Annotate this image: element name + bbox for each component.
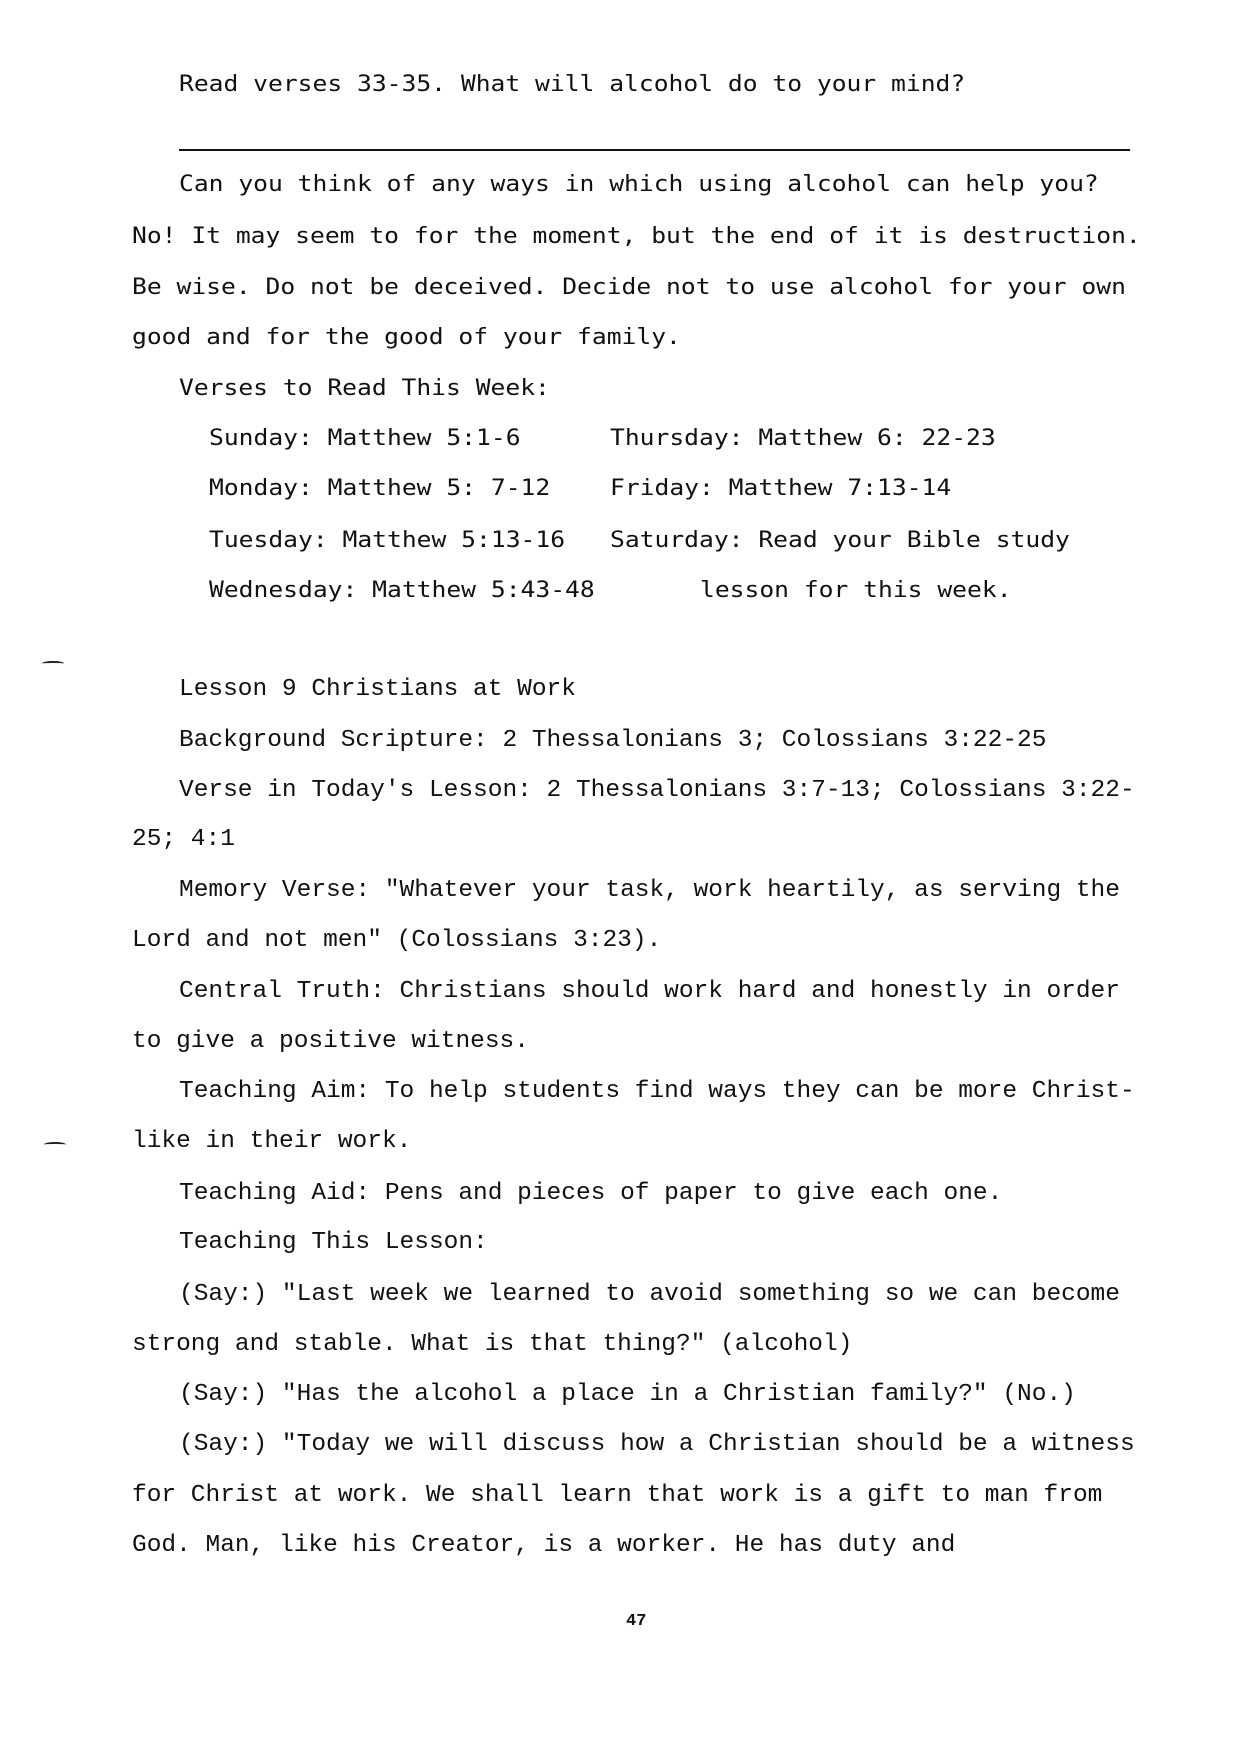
lesson-line: God. Man, like his Creator, is a worker. He has duty and — [132, 1532, 956, 1559]
lesson-line: like in their work. — [132, 1128, 412, 1155]
scan-mark — [44, 1142, 66, 1147]
paragraph-line: Can you think of any ways in which using alcohol can help you? — [179, 172, 1099, 197]
lesson-line: Verse in Today's Lesson: 2 Thessalonians 3:7-13; Colossians 3:22- — [179, 777, 1135, 804]
paragraph-line: Be wise. Do not be deceived. Decide not to use alcohol for your own — [132, 275, 1126, 300]
lesson-line: strong and stable. What is that thing?" (alcohol) — [132, 1331, 853, 1358]
verse-day: Monday: Matthew 5: 7-12 — [209, 476, 551, 501]
verse-day: Saturday: Read your Bible study — [610, 528, 1070, 553]
lesson-line: for Christ at work. We shall learn that work is a gift to man from — [132, 1482, 1103, 1509]
lesson-line: Teaching This Lesson: — [179, 1229, 488, 1256]
scan-mark — [42, 661, 64, 666]
lesson-line: (Say:) "Has the alcohol a place in a Christian family?" (No.) — [179, 1381, 1076, 1408]
lesson-line: to give a positive witness. — [132, 1028, 529, 1055]
paragraph-line: No! It may seem to for the moment, but the end of it is destruction. — [132, 224, 1141, 249]
answer-blank-line — [179, 149, 1130, 151]
lesson-line: 25; 4:1 — [132, 826, 235, 853]
lesson-line: (Say:) "Last week we learned to avoid something so we can become — [179, 1281, 1120, 1308]
lesson-line: Lesson 9 Christians at Work — [179, 676, 576, 703]
verse-day: Wednesday: Matthew 5:43-48 — [209, 578, 595, 603]
paragraph-line: good and for the good of your family. — [132, 325, 681, 350]
lesson-line: Lord and not men" (Colossians 3:23). — [132, 927, 662, 954]
lesson-line: Memory Verse: "Whatever your task, work heartily, as serving the — [179, 877, 1120, 904]
lesson-line: Teaching Aim: To help students find ways they can be more Christ- — [179, 1078, 1135, 1105]
verses-heading: Verses to Read This Week: — [179, 376, 550, 401]
lesson-line: Teaching Aid: Pens and pieces of paper to give each one. — [179, 1180, 1003, 1207]
verse-day: lesson for this week. — [700, 578, 1012, 603]
lesson-line: Central Truth: Christians should work hard and honestly in order — [179, 978, 1120, 1005]
verse-day: Sunday: Matthew 5:1-6 — [209, 426, 521, 451]
verse-day: Tuesday: Matthew 5:13-16 — [209, 528, 566, 553]
page-number: 47 — [626, 1612, 647, 1631]
lesson-line: Background Scripture: 2 Thessalonians 3; Colossians 3:22-25 — [179, 727, 1047, 754]
verse-day: Friday: Matthew 7:13-14 — [610, 476, 952, 501]
question-line: Read verses 33-35. What will alcohol do to your mind? — [179, 72, 966, 97]
lesson-line: (Say:) "Today we will discuss how a Christian should be a witness — [179, 1431, 1135, 1458]
verse-day: Thursday: Matthew 6: 22-23 — [610, 426, 996, 451]
